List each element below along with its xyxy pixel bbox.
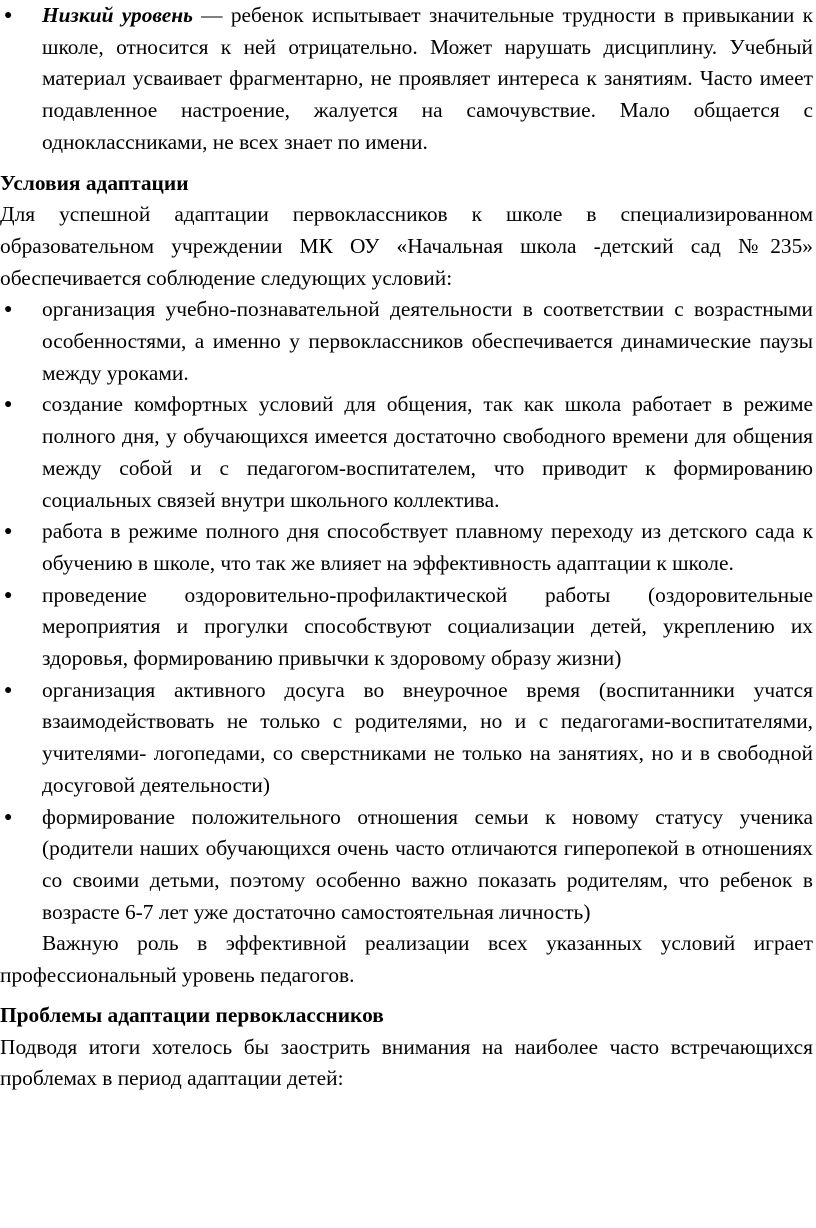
conditions-list [0, 294, 813, 928]
bullet-icon: ● [4, 682, 13, 698]
bullet-icon: ● [4, 524, 13, 540]
list-item-text: работа в режиме полного дня способствует плавному переходу из детского сада к обучению в школе, что так же влияет на эффективность адаптации к школе. [42, 519, 813, 575]
list-item-text: формирование положительного отношения семьи к новому статусу ученика (родители наших обучающихся очень часто отличаются гиперопекой в отношениях со своими детьми, поэтому особенно важно показать родителям, что ребенок в возрасте 6-7 лет уже достаточно самостоятельная личность) [42, 804, 813, 924]
bullet-icon: ● [4, 397, 13, 413]
bullet-icon: ● [4, 302, 13, 318]
conditions-conclusion: Важную роль в эффективной реализации всех указанных условий играет профессиональный уровень педагогов. [0, 931, 813, 988]
bullet-icon: ● [4, 809, 13, 825]
level-list [0, 0, 813, 159]
list-item-text: проведение оздоровительно-профилактической работы (оздоровительные мероприятия и прогулки способствуют социализации детей, укреплению их здоровья, формированию привычки к здоровому образу жизни) [42, 582, 813, 671]
level-description: — ребенок испытывает значительные трудности в привыкании к школе, относится к ней отрицательно. Может нарушать дисциплину. Учебный материал усваивает фрагментарно, не проявляет интереса к занятиям. Часто имеет подавленное настроение, жалуется на самочувствие. Мало общается с одноклассниками, не всех знает по имени. [42, 3, 813, 154]
problems-intro: Подводя итоги хотелось бы заострить внимания на наиболее часто встречающихся проблемах в период адаптации детей: [0, 1034, 813, 1091]
list-item-text: организация активного досуга во внеурочное время (воспитанники учатся взаимодействовать не только с родителями, но и с педагогами-воспитателями, учителями- логопедами, со сверстниками не только на занятиях, но и в свободной досуговой деятельности) [42, 677, 813, 797]
section-heading-problems: Проблемы адаптации первоклассников [0, 1002, 384, 1027]
list-item [0, 516, 813, 579]
bullet-icon: ● [4, 587, 13, 603]
section-heading-conditions: Условия адаптации [0, 170, 189, 195]
level-term: Низкий уровень [42, 3, 193, 27]
list-item [0, 389, 813, 516]
bullet-icon: ● [4, 8, 13, 23]
conditions-intro: Для успешной адаптации первоклассников к школе в специализированном образовательном учреждении МК ОУ «Начальная школа -детский сад №235» обеспечивается соблюдение следующих условий: [0, 202, 813, 290]
list-item-text: создание комфортных условий для общения, так как школа работает в режиме полного дня, у обучающихся имеется достаточно свободного времени для общения между собой и с педагогом-воспитателем, что приводит к формированию социальных связей внутри школьного коллектива. [42, 392, 813, 512]
list-item [0, 580, 813, 675]
list-item-text: организация учебно-познавательной деятельности в соответствии с возрастными особенностями, а именно у первоклассников обеспечивается динамические паузы между уроками. [42, 297, 813, 385]
list-item [0, 294, 813, 389]
list-item [0, 675, 813, 802]
list-item [0, 0, 813, 159]
list-item [0, 802, 813, 929]
